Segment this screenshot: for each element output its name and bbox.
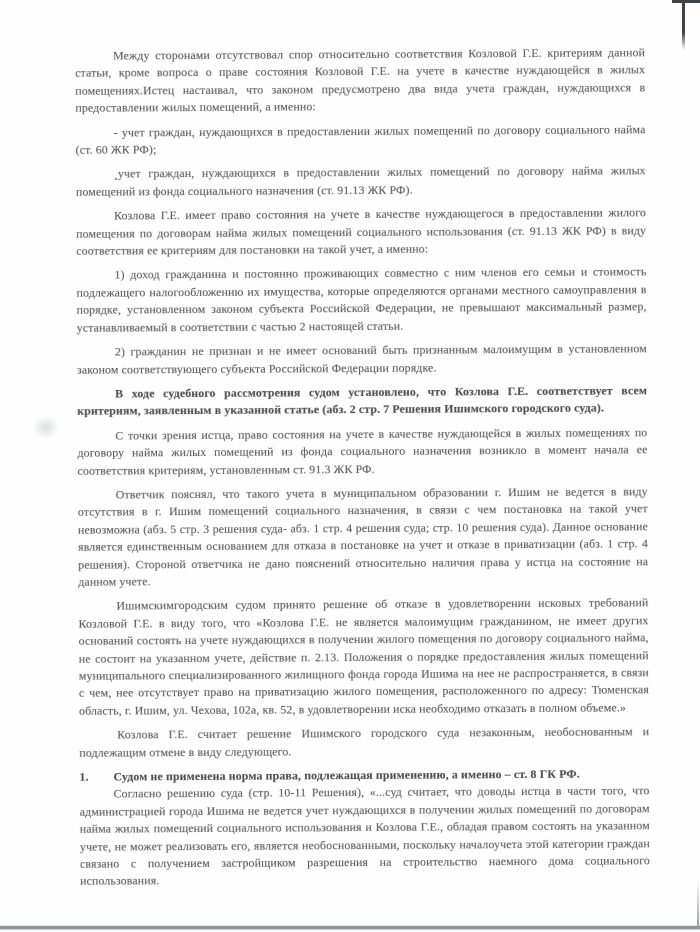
scan-right-edge bbox=[697, 879, 699, 927]
item-number: 1. bbox=[79, 769, 89, 784]
paragraph-kozlova-considers: Козлова Г.Е. считает решение Ишимского городского суда незаконным, необоснованным и подлежащим отмене в виду следующего. bbox=[79, 724, 650, 760]
numbered-item-1-body: Согласно решению суда (стр. 10-11 Решения), «...суд считает, что доводы истца в части того, что администрацией города Ишима не ведется учет нуждающихся в получении жилых помещений по договорам найма жилых помещений социального использования и Козлова Г.Е., обладая правом состоять на указанном учете, не может реализовать его, является необоснованными, поскольку началоучета этой категории граждан связано с получением застройщиком разрешения на строительство наемного дома социального использования. bbox=[79, 783, 651, 889]
scan-bottom-edge bbox=[0, 926, 700, 930]
paragraph-social-naim-item: - учет граждан, нуждающихся в предоставлении жилых помещений по договору социального найма (ст. 60 ЖК РФ); bbox=[75, 121, 646, 157]
paragraph-criterion-not-poor: 2) гражданин не признан и не имеет оснований быть признанным малоимущим в установленном законом соответствующего субъекта Российской Федерации порядке. bbox=[76, 341, 647, 377]
paragraph-defendant-explanation: Ответчик пояснял, что такого учета в муниципальном образовании г. Ишим не ведется в виду отсутствия в г. Ишим помещений социального назначения, в связи с чем постановка на такой учет невозможна (абз. 5 стр. 3 решения суда- абз. 1 стр. 4 решения суда; стр. 10 решения суда). Данное основание является единственным основанием для отказа в постановке на учет и отказе в приватизации (абз. 1 стр. 4 решения). Стороной ответчика не дано пояснений относительно наличия права у истца на состояние на данном учете. bbox=[77, 484, 649, 589]
paragraph-court-decision-quote: Ишимскимгородским судом принято решение об отказе в удовлетворении исковых требований Козловой Г.Е. в виду того, что «Козлова Г.Е. не является малоимущим гражданином, не имеет других оснований состоять на учете нуждающихся в получении жилого помещения по договору социального найма, не состоит на указанном учете, действие п. 2.13. Положения о порядке предоставления жилых помещений муниципального специализированного жилищного фонда города Ишима на нее не распространяется, в связи с чем, нее отсутствует право на приватизацию жилого помещения, расположенного по адресу: Тюменская область, г. Ишим, ул. Чехова, 102а, кв. 52, в удовлетворении иска необходимо отказать в полном объеме.» bbox=[78, 595, 649, 718]
paragraph-dispute-intro: Между сторонами отсутствовал спор относительно соответствия Козловой Г.Е. критериям данной статьи, кроме вопроса о праве состояния Козловой Г.Е. на учете в качестве нуждающейся в жилых помещениях.Истец настаивал, что законом предусмотрено два вида учета граждан, нуждающихся в предоставлении жилых помещений, а именно: bbox=[75, 45, 646, 115]
paragraph-court-finding-bold: В ходе судебного рассмотрения судом установлено, что Козлова Г.Е. соответствует всем критериям, заявленным в указанной статье (абз. 2 стр. 7 Решения Ишимского городского суда). bbox=[77, 383, 648, 419]
scan-corner-artifact-horizontal bbox=[672, 0, 700, 3]
document-text-block bbox=[75, 44, 650, 890]
paragraph-social-fund-item: ¸учет граждан, нуждающихся в предоставлении жилых помещений по договору найма жилых помещений из фонда социального назначения (ст. 91.13 ЖК РФ). bbox=[75, 163, 646, 199]
paragraph-plaintiff-view: С точки зрения истца, право состояния на учете в качестве нуждающейся в жилых помещениях по договору найма жилых помещений из фонда социального назначения возникло в момент начала ее соответствия критериям, установленным ст. 91.3 ЖК РФ. bbox=[77, 424, 648, 478]
item-title: Судом не применена норма права, подлежащая применению, а именно – ст. 8 ГК РФ. bbox=[113, 766, 580, 784]
paragraph-kozlova-right: Козлова Г.Е. имеет право состояния на учете в качестве нуждающегося в предоставлении жилого помещения по договорам найма жилых помещений социального использования (ст. 91.13 ЖК РФ) в виду соответствия ее критериям для постановки на такой учет, а именно: bbox=[76, 205, 647, 258]
scan-corner-artifact-vertical bbox=[682, 0, 685, 50]
paragraph-criterion-income: 1) доход гражданина и постоянно проживающих совместно с ним членов его семьи и стоимость подлежащего налогообложению их имущества, которые определяются органами местного самоуправления в порядке, установленном законом субъекта Российской Федерации, не превышают максимальный размер, устанавливаемый в соответствии с частью 2 настоящей статьи. bbox=[76, 264, 647, 335]
scan-smudge bbox=[33, 415, 59, 439]
